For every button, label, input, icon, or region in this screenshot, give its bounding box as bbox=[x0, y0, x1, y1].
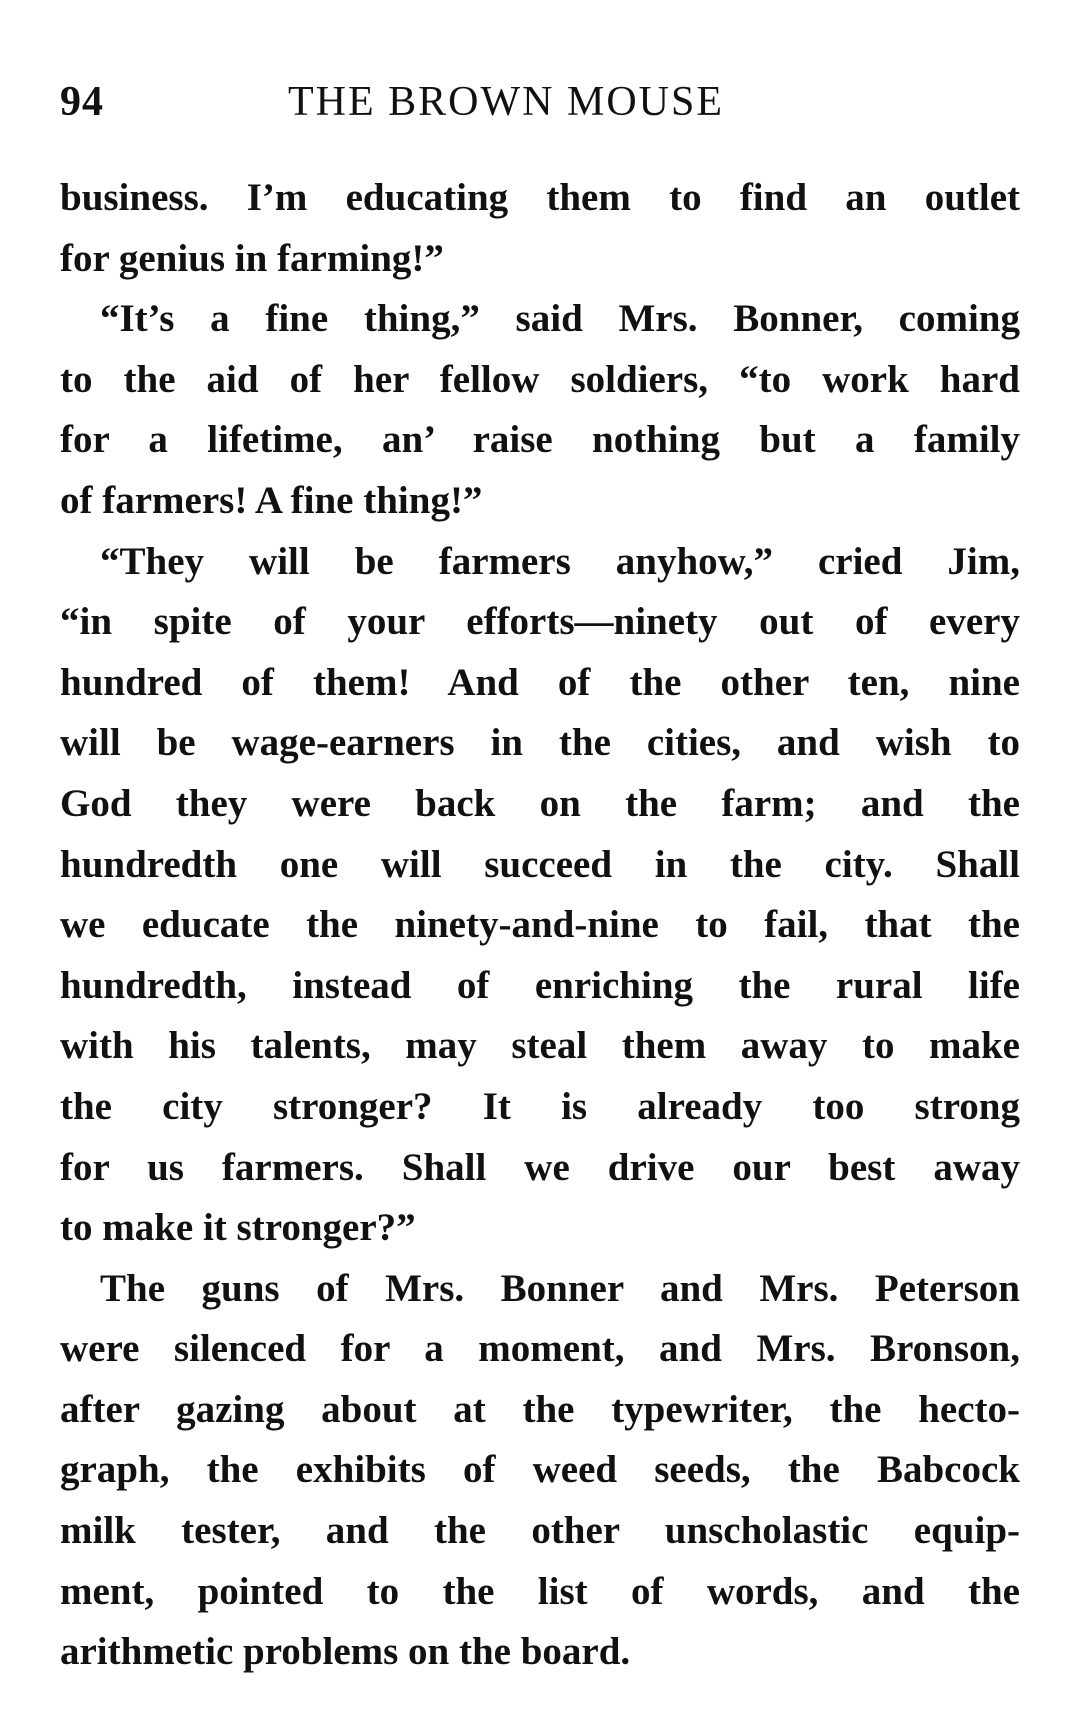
text-line: God they were back on the farm; and the bbox=[60, 781, 1020, 825]
text-line: arithmetic problems on the board. bbox=[60, 1630, 631, 1674]
text-line: ment, pointed to the list of words, and the bbox=[60, 1569, 1020, 1613]
text-line: “in spite of your efforts—ninety out of every bbox=[60, 600, 1020, 644]
text-line: with his talents, may steal them away to make bbox=[60, 1024, 1020, 1068]
paragraph-2 bbox=[60, 289, 1020, 531]
text-line: will be wage-earners in the cities, and wish to bbox=[60, 721, 1020, 765]
text-line: for a lifetime, an’ raise nothing but a family bbox=[60, 418, 1020, 462]
paragraph-3 bbox=[60, 532, 1020, 1259]
paragraph-1 bbox=[60, 168, 1020, 289]
text-line: hundredth one will succeed in the city. Shall bbox=[60, 842, 1020, 886]
text-line: to make it stronger?” bbox=[60, 1206, 416, 1250]
text-line: “They will be farmers anyhow,” cried Jim, bbox=[100, 539, 1020, 583]
body-text bbox=[60, 168, 1020, 1683]
text-line: the city stronger? It is already too strong bbox=[60, 1084, 1020, 1128]
text-line: to the aid of her fellow soldiers, “to work hard bbox=[60, 357, 1020, 401]
paragraph-4 bbox=[60, 1259, 1020, 1683]
text-line: were silenced for a moment, and Mrs. Bronson, bbox=[60, 1327, 1020, 1371]
text-line: milk tester, and the other unscholastic equip- bbox=[60, 1509, 1020, 1553]
text-line: after gazing about at the typewriter, the hecto- bbox=[60, 1387, 1020, 1431]
text-line: business. I’m educating them to find an outlet bbox=[60, 176, 1020, 219]
running-head bbox=[60, 78, 1020, 138]
running-title: THE BROWN MOUSE bbox=[288, 79, 724, 125]
text-line: The guns of Mrs. Bonner and Mrs. Peterson bbox=[100, 1266, 1020, 1310]
text-line: “It’s a fine thing,” said Mrs. Bonner, coming bbox=[100, 297, 1020, 341]
text-line: for us farmers. Shall we drive our best away bbox=[60, 1145, 1020, 1189]
text-line: hundredth, instead of enriching the rural life bbox=[60, 963, 1020, 1007]
text-line: hundred of them! And of the other ten, nine bbox=[60, 660, 1020, 704]
page-number: 94 bbox=[60, 79, 104, 125]
text-line: for genius in farming!” bbox=[60, 236, 444, 280]
text-line: graph, the exhibits of weed seeds, the Babcock bbox=[60, 1448, 1020, 1492]
text-line: of farmers! A fine thing!” bbox=[60, 478, 483, 522]
text-line: we educate the ninety-and-nine to fail, that the bbox=[60, 903, 1020, 947]
book-page bbox=[60, 60, 1020, 1674]
